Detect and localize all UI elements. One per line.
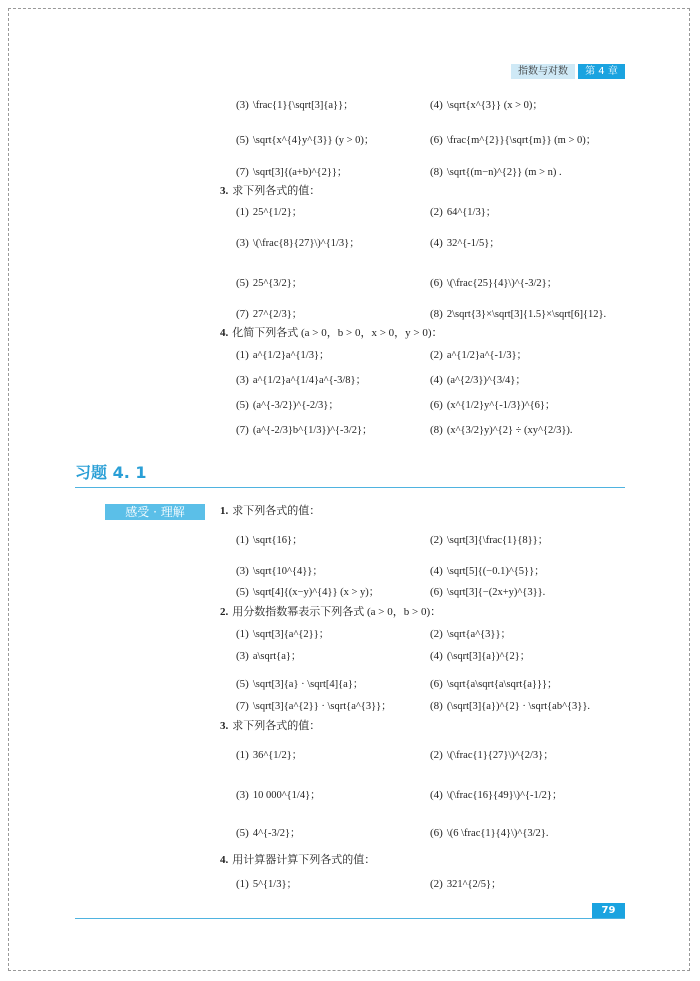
item-expression: \(\frac{8}{27}\)^{1/3}； — [252, 238, 360, 249]
item-label: (1) — [236, 749, 249, 761]
item-expression: \sqrt{(m−n)^{2}} (m > n) . — [446, 167, 562, 178]
exercise-item — [430, 164, 562, 180]
item-label: (3) — [236, 789, 249, 801]
item-expression: \sqrt[3]{a^{2}}； — [252, 629, 330, 640]
item-label: (3) — [236, 650, 249, 662]
item-label: (6) — [430, 277, 443, 289]
problem-number: 2. — [220, 606, 229, 618]
item-label: (7) — [236, 308, 249, 320]
item-expression: \frac{m^{2}}{\sqrt{m}} (m > 0)； — [446, 135, 597, 146]
problem-prompt: 求下列各式的值： — [232, 720, 321, 732]
problem-prompt: 求下列各式的值： — [232, 185, 321, 197]
item-expression: (\sqrt[3]{a})^{2} · \sqrt{ab^{3}}. — [446, 701, 591, 712]
item-label: (2) — [430, 206, 443, 218]
item-label: (3) — [236, 99, 249, 111]
item-expression: \frac{1}{\sqrt[3]{a}}； — [252, 100, 354, 111]
item-label: (4) — [430, 99, 443, 111]
item-label: (4) — [430, 374, 443, 386]
exercise-item — [430, 626, 511, 642]
header-chapter: 第 4 章 — [578, 64, 625, 79]
exercise-item — [430, 532, 548, 548]
item-expression: \sqrt[3]{a} · \sqrt[4]{a}； — [252, 679, 364, 690]
problem-prompt: 求下列各式的值： — [232, 505, 321, 517]
item-label: (1) — [236, 349, 249, 361]
item-expression: 5^{1/3}； — [252, 879, 298, 890]
exercise-item — [430, 876, 502, 892]
section-badge: 感受 · 理解 — [105, 504, 205, 520]
problem-heading — [220, 718, 320, 734]
item-expression: \(\frac{1}{27}\)^{2/3}； — [446, 750, 554, 761]
exercise-item — [430, 422, 573, 438]
item-expression: (a^{-3/2})^{-2/3}； — [252, 400, 339, 411]
exercise-item — [430, 648, 530, 664]
exercise-item — [430, 372, 526, 388]
exercise-item — [236, 372, 366, 388]
item-expression: \sqrt[3]{−(2x+y)^{3}}. — [446, 587, 546, 598]
item-expression: \sqrt[4]{(x−y)^{4}} (x > y)； — [252, 587, 380, 598]
item-label: (5) — [236, 277, 249, 289]
item-expression: 27^{2/3}； — [252, 309, 303, 320]
item-label: (8) — [430, 700, 443, 712]
item-expression: (a^{-2/3}b^{1/3})^{-3/2}； — [252, 425, 373, 436]
header-topic: 指数与对数 — [511, 64, 575, 79]
item-expression: \sqrt{x^{4}y^{3}} (y > 0)； — [252, 135, 375, 146]
item-expression: \sqrt{16}； — [252, 535, 303, 546]
item-label: (8) — [430, 166, 443, 178]
exercise-item — [236, 204, 302, 220]
exercise-item — [430, 132, 596, 148]
exercise-item — [236, 825, 301, 841]
item-expression: \sqrt[3]{a^{2}} · \sqrt{a^{3}}； — [252, 701, 392, 712]
exercise-item — [236, 422, 373, 438]
item-label: (5) — [236, 678, 249, 690]
problem-number: 3. — [220, 185, 229, 197]
exercise-item — [236, 235, 360, 251]
exercise-item — [236, 584, 379, 600]
exercise-item — [236, 876, 297, 892]
problem-number: 3. — [220, 720, 229, 732]
item-label: (7) — [236, 424, 249, 436]
page-border — [8, 8, 690, 971]
item-expression: \sqrt[3]{\frac{1}{8}}； — [446, 535, 549, 546]
item-expression: 32^{-1/5}； — [446, 238, 500, 249]
item-label: (7) — [236, 166, 249, 178]
footer-divider — [75, 918, 625, 919]
problem-prompt: 用分数指数幂表示下列各式 (a > 0，b > 0)： — [232, 606, 442, 618]
item-label: (1) — [236, 206, 249, 218]
item-expression: \sqrt{a\sqrt{a\sqrt{a}}}； — [446, 679, 558, 690]
exercise-item — [430, 397, 555, 413]
exercise-item — [430, 584, 545, 600]
item-label: (2) — [430, 628, 443, 640]
item-label: (8) — [430, 308, 443, 320]
item-label: (5) — [236, 586, 249, 598]
item-label: (1) — [236, 878, 249, 890]
item-expression: \(\frac{25}{4}\)^{-3/2}； — [446, 278, 558, 289]
item-label: (7) — [236, 700, 249, 712]
item-expression: 25^{1/2}； — [252, 207, 303, 218]
item-label: (2) — [430, 749, 443, 761]
item-expression: a\sqrt{a}； — [252, 651, 302, 662]
problem-prompt: 用计算器计算下列各式的值： — [232, 854, 376, 866]
problem-heading — [220, 503, 320, 519]
exercise-item — [430, 306, 606, 322]
exercise-item — [236, 532, 303, 548]
item-label: (3) — [236, 237, 249, 249]
exercise-item — [430, 97, 543, 113]
problem-number: 1. — [220, 505, 229, 517]
item-expression: (x^{3/2}y)^{2} ÷ (xy^{2/3}). — [446, 425, 573, 436]
item-label: (2) — [430, 534, 443, 546]
exercise-item — [430, 676, 558, 692]
item-label: (1) — [236, 534, 249, 546]
exercise-item — [236, 347, 330, 363]
item-label: (6) — [430, 678, 443, 690]
problem-heading — [220, 183, 320, 199]
exercise-item — [236, 698, 392, 714]
exercise-item — [236, 275, 302, 291]
item-expression: a^{1/2}a^{1/4}a^{-3/8}； — [252, 375, 367, 386]
exercise-item — [236, 787, 321, 803]
item-label: (5) — [236, 134, 249, 146]
item-label: (3) — [236, 374, 249, 386]
exercise-item — [430, 204, 496, 220]
problem-heading — [220, 325, 443, 341]
exercise-item — [430, 825, 548, 841]
item-label: (8) — [430, 424, 443, 436]
item-expression: (\sqrt[3]{a})^{2}； — [446, 651, 531, 662]
item-label: (3) — [236, 565, 249, 577]
exercise-item — [236, 97, 354, 113]
section-divider — [75, 487, 625, 488]
item-label: (4) — [430, 565, 443, 577]
section-title: 习题 4. 1 — [75, 463, 147, 482]
item-label: (6) — [430, 134, 443, 146]
item-expression: 321^{2/5}； — [446, 879, 502, 890]
problem-heading — [220, 604, 441, 620]
item-expression: 64^{1/3}； — [446, 207, 497, 218]
item-expression: 10 000^{1/4}； — [252, 790, 321, 801]
exercise-item — [236, 676, 363, 692]
item-expression: 4^{-3/2}； — [252, 828, 301, 839]
item-expression: \(6 \frac{1}{4}\)^{3/2}. — [446, 828, 549, 839]
exercise-item — [430, 747, 554, 763]
item-label: (6) — [430, 399, 443, 411]
problem-number: 4. — [220, 327, 229, 339]
item-label: (6) — [430, 827, 443, 839]
item-expression: \sqrt{a^{3}}； — [446, 629, 511, 640]
item-label: (1) — [236, 628, 249, 640]
problem-heading — [220, 852, 375, 868]
exercise-item — [236, 164, 347, 180]
item-label: (4) — [430, 237, 443, 249]
item-expression: \sqrt{x^{3}} (x > 0)； — [446, 100, 543, 111]
item-label: (4) — [430, 789, 443, 801]
exercise-item — [430, 698, 590, 714]
exercise-item — [430, 235, 500, 251]
exercise-item — [236, 648, 301, 664]
item-expression: \sqrt[5]{(−0.1)^{5}}； — [446, 566, 545, 577]
item-expression: (x^{1/2}y^{-1/3})^{6}； — [446, 400, 556, 411]
exercise-item — [236, 397, 339, 413]
item-label: (5) — [236, 827, 249, 839]
exercise-item — [430, 563, 545, 579]
exercise-item — [236, 132, 374, 148]
item-label: (6) — [430, 586, 443, 598]
item-expression: 25^{3/2}； — [252, 278, 303, 289]
item-expression: 36^{1/2}； — [252, 750, 303, 761]
item-expression: \sqrt[3]{(a+b)^{2}}； — [252, 167, 348, 178]
problem-number: 4. — [220, 854, 229, 866]
page-number: 79 — [592, 903, 625, 918]
item-label: (2) — [430, 349, 443, 361]
item-label: (2) — [430, 878, 443, 890]
item-expression: (a^{2/3})^{3/4}； — [446, 375, 526, 386]
exercise-item — [430, 275, 557, 291]
exercise-item — [430, 347, 527, 363]
exercise-item — [236, 747, 302, 763]
item-expression: \sqrt{10^{4}}； — [252, 566, 323, 577]
item-expression: a^{1/2}a^{1/3}； — [252, 350, 330, 361]
exercise-item — [236, 626, 329, 642]
item-expression: a^{1/2}a^{-1/3}； — [446, 350, 527, 361]
item-expression: \(\frac{16}{49}\)^{-1/2}； — [446, 790, 563, 801]
item-label: (4) — [430, 650, 443, 662]
exercise-item — [430, 787, 562, 803]
exercise-item — [236, 306, 302, 322]
exercise-item — [236, 563, 323, 579]
item-expression: 2\sqrt{3}×\sqrt[3]{1.5}×\sqrt[6]{12}. — [446, 309, 607, 320]
item-label: (5) — [236, 399, 249, 411]
problem-prompt: 化简下列各式 (a > 0，b > 0，x > 0，y > 0)： — [232, 327, 443, 339]
